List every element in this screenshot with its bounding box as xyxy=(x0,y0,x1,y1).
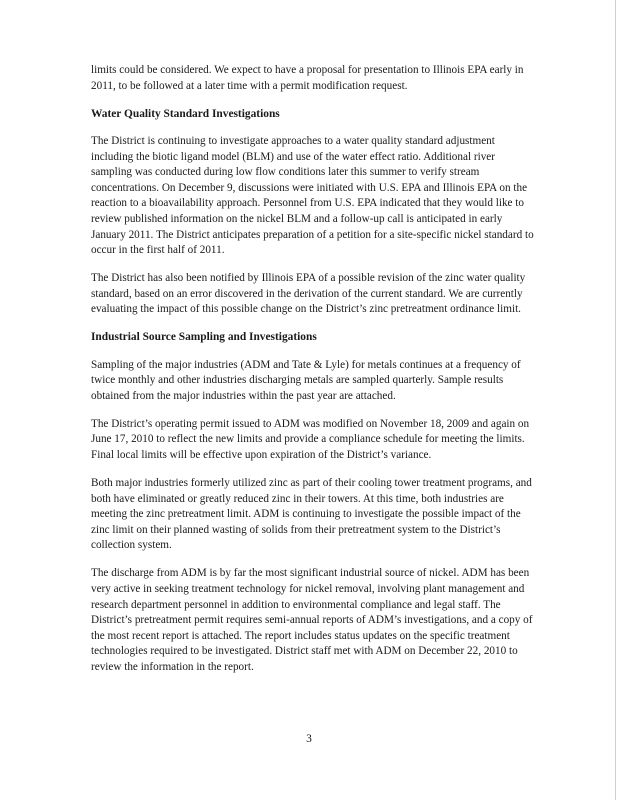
paragraph: The discharge from ADM is by far the most significant industrial source of nickel. ADM has been very active in seeking treatment technology for nickel removal, involving plant management and research department personnel in addition to environmental compliance and legal staff. The District’s pretreatment permit requires semi-annual reports of ADM’s investigations, and a copy of the most recent report is attached. The report includes status updates on the specific treatment technologies required to be investigated. District staff met with ADM on December 22, 2010 to review the information in the report. xyxy=(91,567,533,673)
section-heading-industrial-source: Industrial Source Sampling and Investigations xyxy=(91,331,317,344)
page-number: 3 xyxy=(306,733,312,745)
document-page xyxy=(91,63,535,676)
paragraph: The District has also been notified by Illinois EPA of a possible revision of the zinc water quality standard, based on an error discovered in the derivation of the current standard. We are currently evaluating the impact of this possible change on the District’s zinc pretreatment ordinance limit. xyxy=(91,272,526,316)
paragraph: Sampling of the major industries (ADM and Tate & Lyle) for metals continues at a frequency of twice monthly and other industries discharging metals are sampled quarterly. Sample results obtained from the major industries within the past year are attached. xyxy=(91,358,521,402)
scan-edge-line xyxy=(615,0,616,800)
paragraph: The District’s operating permit issued to ADM was modified on November 18, 2009 and again on June 17, 2010 to reflect the new limits and provide a compliance schedule for meeting the limits. Final local limits will be effective upon expiration of the District’s variance. xyxy=(91,417,530,462)
section-heading-water-quality: Water Quality Standard Investigations xyxy=(91,107,280,120)
continued-paragraph: limits could be considered. We expect to have a proposal for presentation to Illinois EPA early in 2011, to be followed at a later time with a permit modification request. xyxy=(91,64,524,92)
paragraph: Both major industries formerly utilized zinc as part of their cooling tower treatment programs, and both have eliminated or greatly reduced zinc in their towers. At this time, both industries are meeting the zinc pretreatment limit. ADM is continuing to investigate the possible impact of the zinc limit on their planned wasting of solids from their pretreatment system to the District’s collection system. xyxy=(91,477,532,552)
paragraph: The District is continuing to investigate approaches to a water quality standard adjustment including the biotic ligand model (BLM) and use of the water effect ratio. Additional river sampling was conducted during low flow conditions later this summer to verify stream concentrations. On December 9, discussions were initiated with U.S. EPA and Illinois EPA on the reaction to a bioavailability approach. Personnel from U.S. EPA indicated that they would like to review published information on the nickel BLM and a follow-up call is anticipated in early January 2011. The District anticipates preparation of a petition for a site-specific nickel standard to occur in the first half of 2011. xyxy=(91,134,534,257)
